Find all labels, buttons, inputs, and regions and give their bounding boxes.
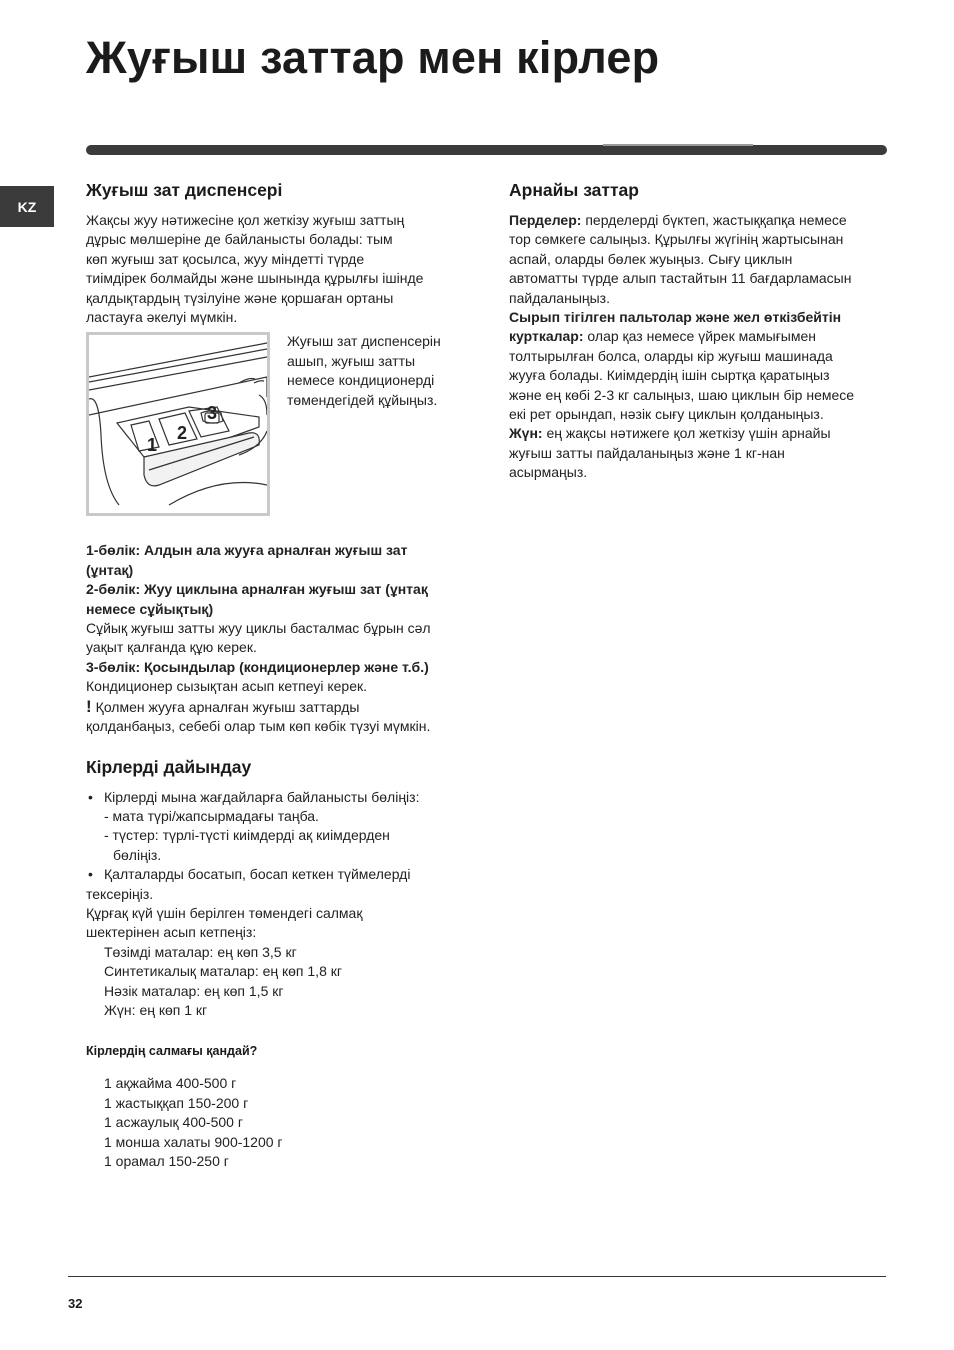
prep-heading: Кірлерді дайындау [86, 756, 252, 777]
weight-item: 1 орамал 150-250 г [104, 1153, 229, 1169]
wool-text: асырмаңыз. [509, 464, 588, 481]
wool-text: жуғыш затты пайдаланыңыз және 1 кг-нан [509, 444, 785, 461]
dispenser-caption [287, 332, 462, 516]
wool-text: ең жақсы нәтижеге қол жеткізу үшін арнайы [542, 425, 831, 442]
part2-title: 2-бөлік: Жуу циклына арналған жуғыш зат (ұнтақ [86, 581, 428, 598]
intro-line: Жақсы жуу нәтижесіне қол жеткізу жуғыш заттың [86, 212, 405, 228]
prep-sub-item-wrap: бөліңіз. [113, 846, 162, 863]
dispenser-illustration [86, 332, 270, 516]
prep-sub-item: - түстер: түрлі-түсті киімдерді ақ киімдерден [104, 827, 390, 844]
weight-item: 1 ақжайма 400-500 г [104, 1075, 237, 1092]
title-underline-accent [603, 144, 753, 146]
weight-item: 1 монша халаты 900-1200 г [104, 1133, 283, 1150]
compartment-label-3: 3 [207, 403, 218, 424]
intro-line: көп жуғыш зат қосылса, жуу міндетті түрде [86, 250, 365, 267]
wool-line [509, 424, 891, 443]
jackets-label: Сырып тігілген пальтолар және жел өткізбейтін [509, 309, 842, 326]
curtains-text: пайдаланыңыз. [509, 289, 610, 306]
dispenser-heading: Жуғыш зат диспенсері [86, 180, 283, 200]
intro-line: тиімдірек болмайды және шынында құрылғы ішінде [86, 270, 424, 287]
curtains-text: аспай, оларды бөлек жуыңыз. Сығу циклын [509, 250, 793, 267]
weights-title: Кірлердің салмағы қандай? [86, 1044, 258, 1059]
dispenser-figure-row [86, 332, 466, 516]
dispenser-drawing [89, 335, 267, 513]
page-title: Жуғыш заттар мен кірлер [86, 32, 660, 83]
prep-section [86, 757, 466, 1172]
prep-bullet [86, 865, 466, 884]
warning-text: Қолмен жууға арналған жуғыш заттарды [95, 698, 360, 715]
limits-intro: Құрғақ күй үшін берілген төмендегі салмақ [86, 904, 363, 921]
prep-bullet [86, 788, 466, 807]
title-underline [86, 145, 887, 155]
prep-bullet-text: Қалталарды босатып, босап кеткен түймелерді [104, 866, 411, 883]
curtains-text: перделерді бүктеп, жастыққапқа немесе [581, 212, 847, 228]
jackets-text: толтырылған болса, оларды кір жуғыш машинада [509, 347, 833, 364]
compartment-label-1: 1 [147, 435, 158, 456]
right-column [509, 180, 891, 483]
part2-note: Сұйық жуғыш затты жуу циклы басталмас бұрын сәл [86, 620, 431, 637]
caption-line: ашып, жуғыш затты [287, 352, 416, 369]
page-number: 32 [68, 1296, 83, 1311]
special-heading: Арнайы заттар [509, 180, 639, 200]
limit-item: Синтетикалық маталар: ең көп 1,8 кг [104, 963, 342, 980]
footer-divider [68, 1276, 886, 1277]
prep-list [86, 788, 466, 807]
intro-line: ластауға әкелуі мүмкін. [86, 309, 238, 326]
jackets-line [509, 327, 891, 346]
warning-line [86, 697, 466, 717]
limits-intro-wrap: шектерінен асып кетпеңіз: [86, 924, 257, 941]
curtains-text: тор сөмкеге салыңыз. Құрылғы жүгінің жартысынан [509, 231, 844, 248]
part3-title: 3-бөлік: Қосындылар (кондиционерлер және т.б.) [86, 658, 429, 675]
limit-item: Нәзік маталар: ең көп 1,5 кг [104, 982, 284, 999]
jackets-text: екі рет орындап, нәзік сығу циклын қолданыңыз. [509, 406, 824, 423]
curtains-line [509, 211, 891, 230]
wool-label: Жүн: [509, 425, 543, 442]
jackets-text: және ең көбі 2-3 кг салыңыз, шаю циклын бір немесе [509, 386, 855, 403]
part2-note-wrap: уақыт қалғанда құю керек. [86, 639, 257, 656]
prep-bullet-text: Кірлерді мына жағдайларға байланысты бөліңіз: [104, 788, 420, 805]
part3-note: Кондиционер сызықтан асып кетпеуі керек. [86, 678, 368, 695]
prep-sub-item: - мата түрі/жапсырмадағы таңба. [104, 807, 319, 824]
intro-line: дұрыс мөлшеріне де байланысты болады: тым [86, 231, 393, 248]
warning-icon: ! [86, 696, 92, 716]
intro-line: қалдықтардың түзілуіне және қоршаған ортаны [86, 289, 394, 306]
dispenser-intro [86, 211, 466, 327]
jackets-text: жууға болады. Киімдердің ішін сыртқа қаратыңыз [509, 367, 830, 384]
weight-item: 1 жастыққап 150-200 г [104, 1094, 249, 1111]
limit-item: Төзімді маталар: ең көп 3,5 кг [104, 943, 297, 960]
curtains-text: автоматты түрде алып тастайтын 11 бағдарламасын [509, 270, 852, 287]
part2-title-wrap: немесе сұйықтық) [86, 600, 214, 617]
language-tab: KZ [0, 186, 54, 227]
caption-line: Жуғыш зат диспенсерін [287, 333, 441, 350]
part1-title: 1-бөлік: Алдын ала жууға арналған жуғыш зат [86, 542, 408, 559]
jackets-text: олар қаз немесе үйрек мамығымен [583, 328, 817, 345]
part1-title-wrap: (ұнтақ) [86, 561, 134, 578]
caption-line: немесе кондиционерді [287, 372, 435, 389]
limit-item: Жүн: ең көп 1 кг [104, 1001, 208, 1018]
prep-list [86, 865, 466, 884]
left-column [86, 180, 466, 1171]
weight-item: 1 асжаулық 400-500 г [104, 1114, 243, 1131]
prep-bullet-wrap: тексеріңіз. [86, 885, 154, 902]
caption-line: төмендегідей құйыңыз. [287, 391, 438, 408]
curtains-label: Перделер: [509, 212, 582, 228]
compartment-label-2: 2 [177, 423, 188, 444]
compartments-list [86, 541, 466, 736]
jackets-label-wrap: курткалар: [509, 328, 584, 345]
warning-text-wrap: қолданбаңыз, себебі олар тым көп көбік түзуі мүмкін. [86, 718, 431, 735]
